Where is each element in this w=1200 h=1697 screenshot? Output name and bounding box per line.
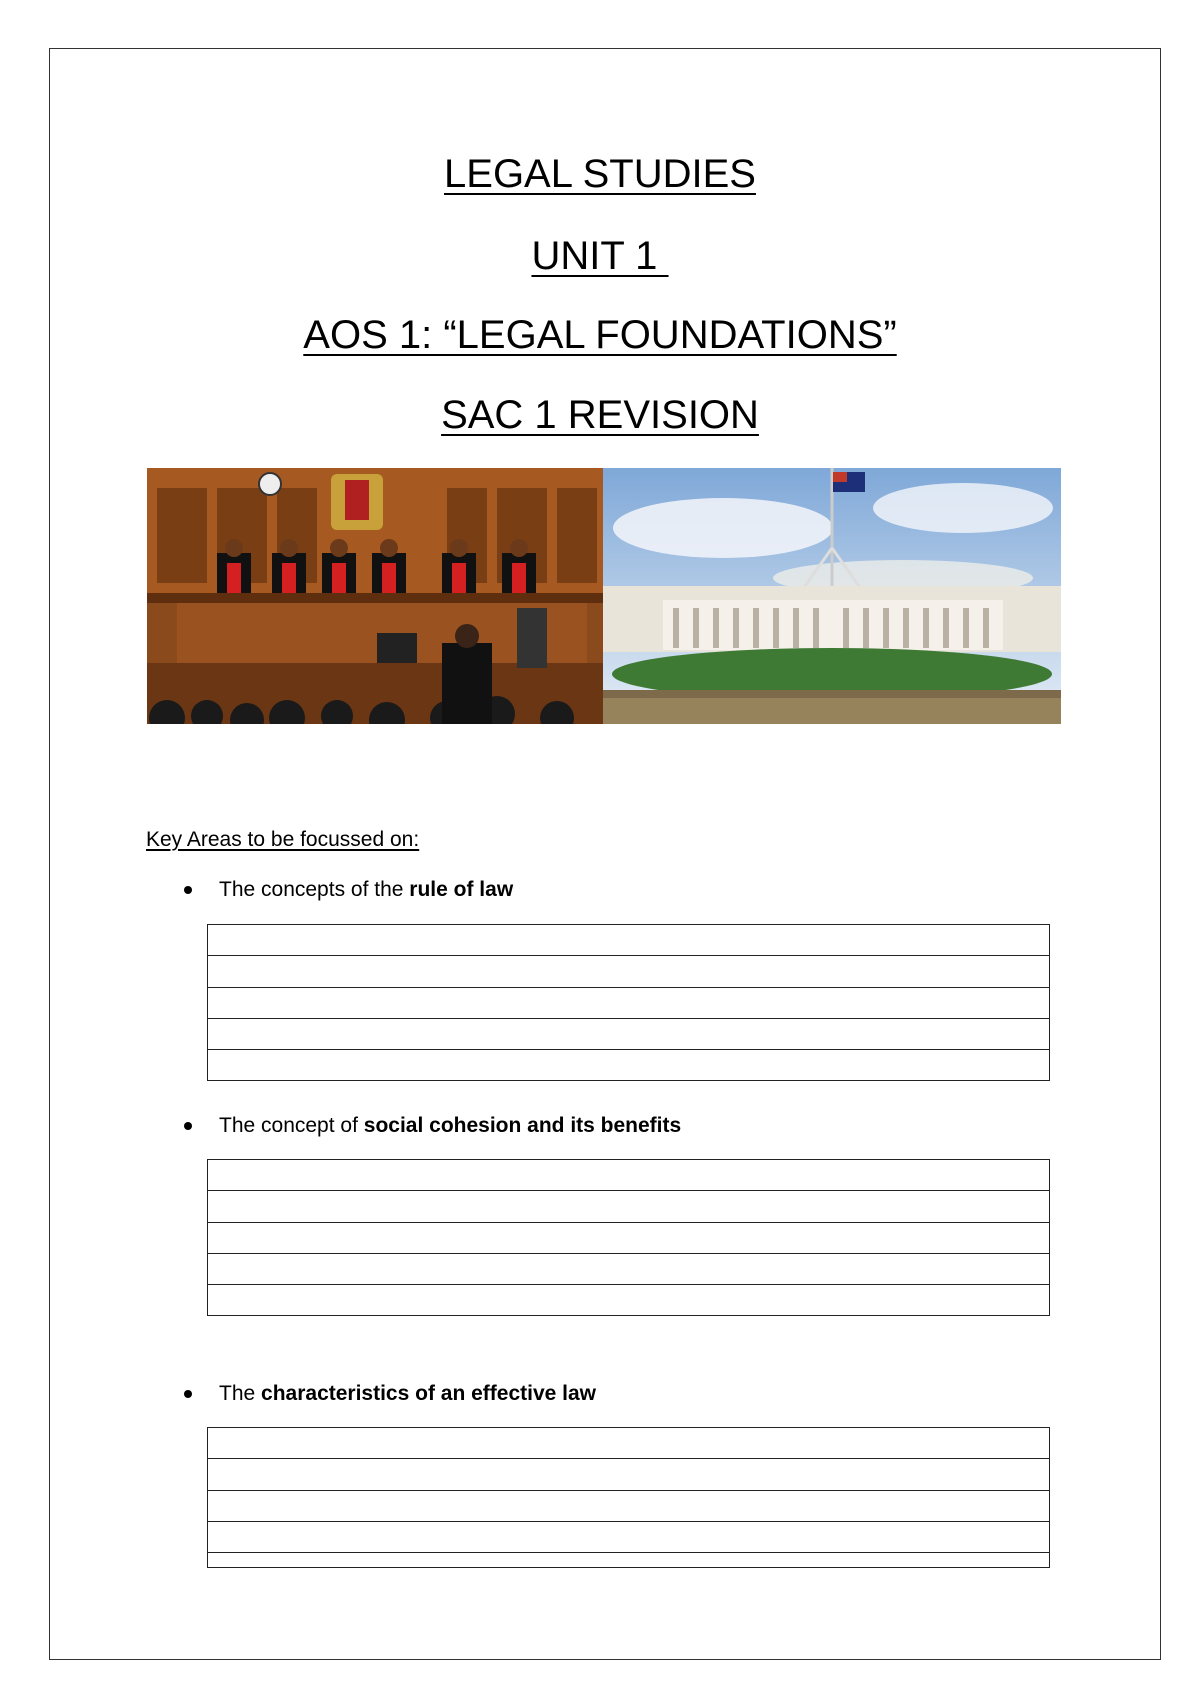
key-area-text: The concept of social cohesion and its benefits [219,1114,682,1137]
key-area-item-rule-of-law [184,878,513,902]
answer-lines-rule-of-law[interactable] [207,924,1050,1081]
bullet-icon [184,1390,192,1398]
answer-line[interactable] [208,1223,1049,1254]
key-area-item-social-cohesion [184,1114,681,1138]
page-border [49,48,1161,1660]
key-areas-heading: Key Areas to be focussed on: [146,828,420,851]
title-sac: SAC 1 REVISION [441,393,759,437]
answer-line[interactable] [208,1191,1049,1223]
header-images [147,468,1061,724]
answer-line[interactable] [208,956,1049,988]
answer-line[interactable] [208,1285,1049,1314]
bullet-icon [184,1122,192,1130]
answer-line[interactable] [208,988,1049,1019]
answer-line[interactable] [208,1050,1049,1079]
key-area-text: The characteristics of an effective law [219,1382,597,1405]
key-area-item-effective-law [184,1382,596,1406]
key-area-text: The concepts of the rule of law [219,878,514,901]
answer-line[interactable] [208,1254,1049,1285]
title-aos: AOS 1: “LEGAL FOUNDATIONS” [303,313,897,357]
answer-line[interactable] [208,1459,1049,1491]
parliament-image [603,468,1061,724]
answer-line[interactable] [208,1160,1049,1191]
answer-line[interactable] [208,1553,1049,1566]
answer-lines-effective-law[interactable] [207,1427,1050,1568]
title-legal-studies: LEGAL STUDIES [444,152,756,196]
bullet-icon [184,886,192,894]
answer-line[interactable] [208,1491,1049,1522]
answer-line[interactable] [208,1019,1049,1050]
answer-lines-social-cohesion[interactable] [207,1159,1050,1316]
answer-line[interactable] [208,925,1049,956]
courtroom-image [147,468,603,724]
title-unit: UNIT 1 [531,234,669,278]
answer-line[interactable] [208,1522,1049,1553]
answer-line[interactable] [208,1428,1049,1459]
